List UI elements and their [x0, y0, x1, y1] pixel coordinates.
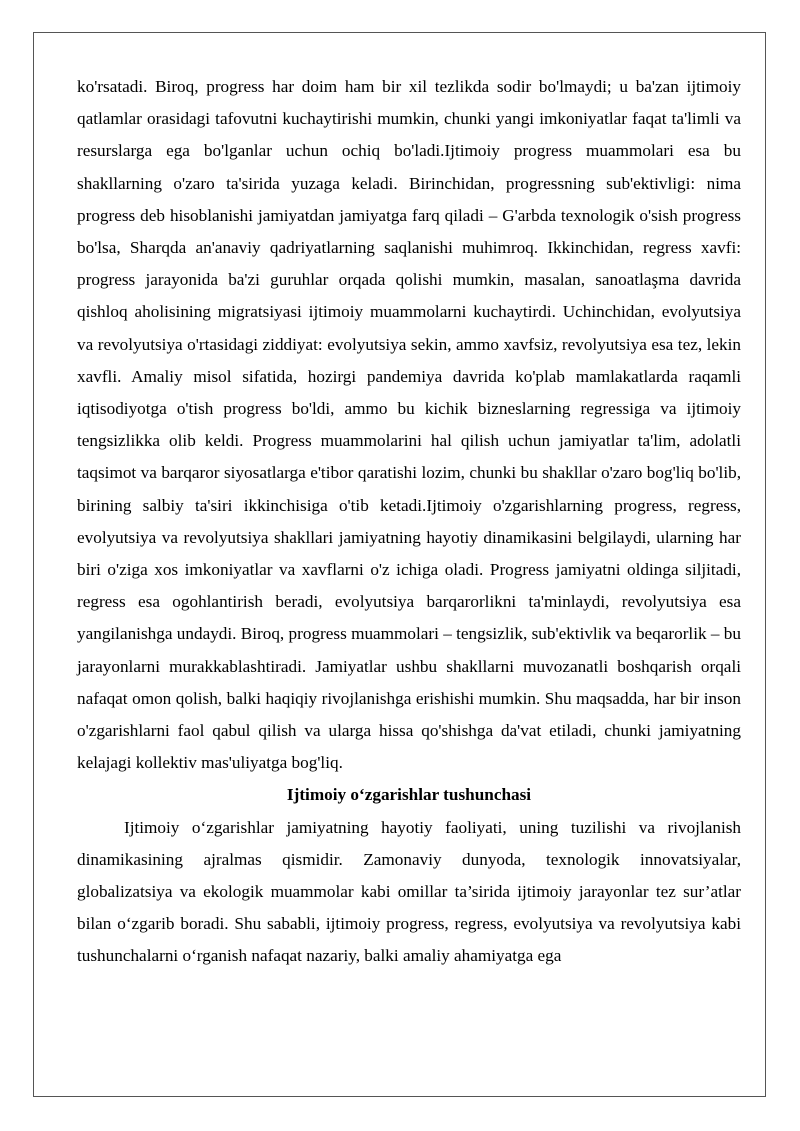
document-body: [77, 71, 741, 973]
body-paragraph: Ijtimoiy o‘zgarishlar jamiyatning hayotiy faoliyati, uning tuzilishi va rivojlanish dinamikasining ajralmas qismidir. Zamonaviy dunyoda, texnologik innovatsiyalar, globalizatsiya va ekologik muammolar kabi omillar ta’sirida ijtimoiy jarayonlar tez sur’atlar bilan o‘zgarib boradi. Shu sababli, ijtimoiy progress, regress, evolyutsiya va revolyutsiya kabi tushunchalarni o‘rganish nafaqat nazariy, balki amaliy ahamiyatga ega: [77, 817, 741, 966]
section-heading: Ijtimoiy o‘zgarishlar tushunchasi: [286, 785, 532, 805]
body-paragraph: ko'rsatadi. Biroq, progress har doim ham bir xil tezlikda sodir bo'lmaydi; u ba'zan ijtimoiy qatlamlar orasidagi tafovutni kuchaytirishi mumkin, chunki yangi imkoniyatlar faqat ta'limli va resurslarga ega bo'lganlar uchun ochiq bo'ladi.Ijtimoiy progress muammolari esa bu shakllarning o'zaro ta'sirida yuzaga keladi. Birinchidan, progressning sub'ektivligi: nima progress deb hisoblanishi jamiyatdan jamiyatga farq qiladi – G'arbda texnologik o'sish progress bo'lsa, Sharqda an'anaviy qadriyatlarning saqlanishi muhimroq. Ikkinchidan, regress xavfi: progress jarayonida ba'zi guruhlar orqada qolishi mumkin, masalan, sanoatlaşma davrida qishloq aholisining migratsiyasi ijtimoiy muammolarni kuchaytirdi. Uchinchidan, evolyutsiya va revolyutsiya o'rtasidagi ziddiyat: evolyutsiya sekin, ammo xavfsiz, revolyutsiya esa tez, lekin xavfli. Amaliy misol sifatida, hozirgi pandemiya davrida ko'plab mamlakatlarda raqamli iqtisodiyotga o'tish progress bo'ldi, ammo bu kichik bizneslarning regressiga va ijtimoiy tengsizlikka olib keldi. Progress muammolarini hal qilish uchun jamiyatlar ta'lim, adolatli taqsimot va barqaror siyosatlarga e'tibor qaratishi lozim, chunki bu shakllar o'zaro bog'liq bo'lib, birining salbiy ta'siri ikkinchisiga o'tib ketadi.Ijtimoiy o'zgarishlarning progress, regress, evolyutsiya va revolyutsiya shakllari jamiyatning hayotiy dinamikasini belgilaydi, ularning har biri o'ziga xos imkoniyatlar va xavflarni o'z ichiga oladi. Progress jamiyatni oldinga siljitadi, regress esa ogohlantirish beradi, evolyutsiya barqarorlikni ta'minlaydi, revolyutsiya esa yangilanishga undaydi. Biroq, progress muammolari – tengsizlik, sub'ektivlik va beqarorlik – bu jarayonlarni murakkablashtiradi. Jamiyatlar ushbu shakllarni muvozanatli boshqarish orqali nafaqat omon qolish, balki haqiqiy rivojlanishga erishishi mumkin. Shu maqsadda, har bir inson o'zgarishlarni faol qabul qilish va ularga hissa qo'shishga da'vat etiladi, chunki jamiyatning kelajagi kollektiv mas'uliyatga bog'liq.: [77, 77, 741, 773]
